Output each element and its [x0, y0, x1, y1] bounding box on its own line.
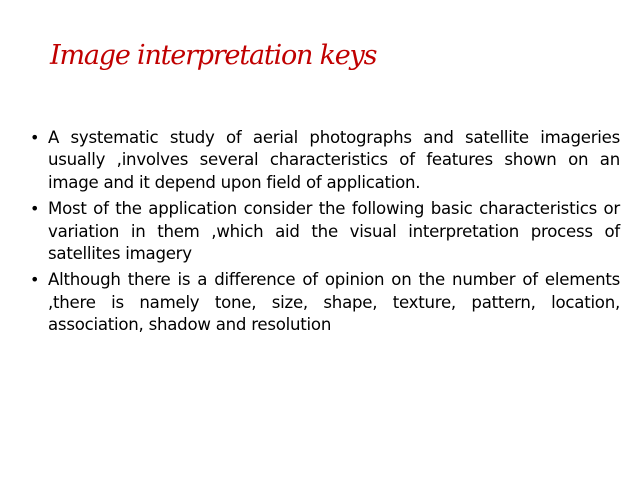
bullet-icon: •	[30, 199, 40, 219]
bullet-text: Most of the application consider the following basic characteristics or variation in them ,which aid the visual interpretation process of satellites imagery	[48, 199, 620, 264]
bullet-text: A systematic study of aerial photographs and satellite imageries usually ,involves several characteristics of features shown on an image and it depend upon field of application.	[48, 128, 620, 192]
bullet-icon: •	[30, 128, 40, 147]
bullet-item	[30, 269, 620, 336]
bullet-item	[30, 198, 620, 265]
bullet-icon: •	[30, 270, 40, 290]
bullet-item	[30, 127, 620, 194]
slide-title: Image interpretation keys	[50, 40, 377, 71]
bullet-text: Although there is a difference of opinion on the number of elements ,there is namely tone, size, shape, texture, pattern, location, association, shadow and resolution	[48, 270, 620, 335]
bullet-list	[30, 127, 620, 341]
